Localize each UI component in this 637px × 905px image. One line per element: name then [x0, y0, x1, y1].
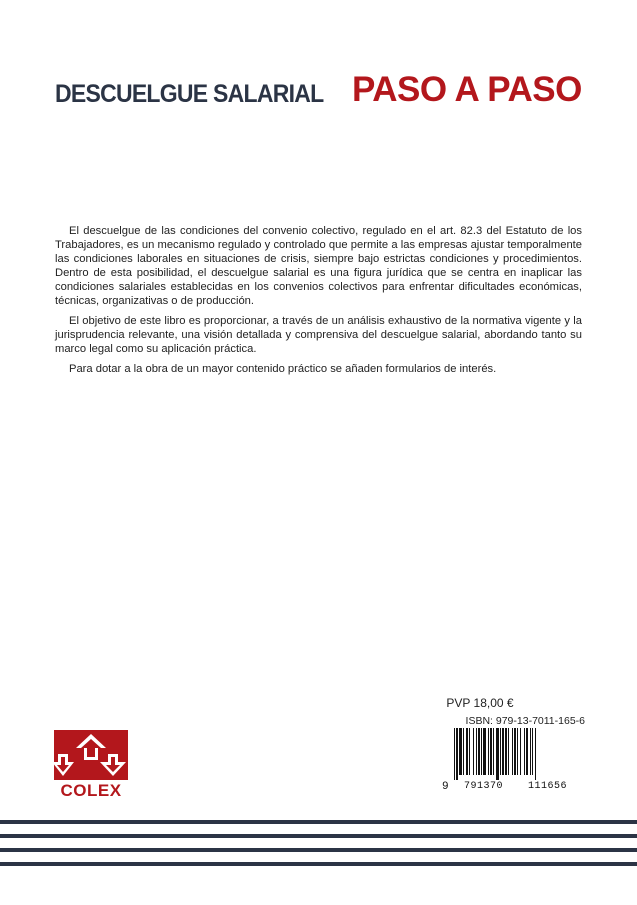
- barcode-digits-right: 111656: [528, 781, 568, 792]
- cover-title: [55, 70, 595, 114]
- title-accent: PASO A PASO: [352, 70, 582, 109]
- blurb-paragraph: Para dotar a la obra de un mayor contenido práctico se añaden formularios de interés.: [69, 363, 497, 375]
- bottom-stripes: [0, 820, 637, 870]
- barcode-digits-left: 791370: [464, 781, 504, 792]
- back-cover-blurb: [55, 224, 582, 382]
- publisher-logo: [54, 730, 130, 800]
- barcode-lead-digit: 9: [442, 781, 449, 793]
- isbn-label: ISBN: 979-13-7011-165-6: [465, 715, 585, 727]
- blurb-paragraph: El descuelgue de las condiciones del convenio colectivo, regulado en el art. 82.3 del Estatuto de los Trabajadores, es un mecanismo regulado y controlado que permite a las empresas ajustar temporalmente las condiciones laborales en situaciones de crisis, siempre bajo estrictas condiciones y procedimientos. Dentro de esta posibilidad, el descuelgue salarial es una figura jurídica que se centra en inaplicar las condiciones salariales establecidas en los convenios colectivos para enfrentar dificultades económicas, técnicas, organizativas o de producción.: [55, 225, 582, 307]
- publisher-name: COLEX: [60, 781, 122, 800]
- title-main: DESCUELGUE SALARIAL: [55, 80, 324, 108]
- colex-arrows-logo-icon: [54, 730, 128, 780]
- stripe: [0, 834, 637, 838]
- stripe: [0, 862, 637, 866]
- barcode: [442, 728, 582, 796]
- stripe: [0, 848, 637, 852]
- stripe: [0, 820, 637, 824]
- price-label: PVP 18,00 €: [446, 696, 514, 710]
- barcode-bars: [452, 728, 582, 780]
- blurb-paragraph: El objetivo de este libro es proporcionar, a través de un análisis exhaustivo de la normativa vigente y la jurisprudencia relevante, una visión detallada y comprensiva del descuelgue salarial, abordando tanto su marco legal como su aplicación práctica.: [55, 315, 582, 355]
